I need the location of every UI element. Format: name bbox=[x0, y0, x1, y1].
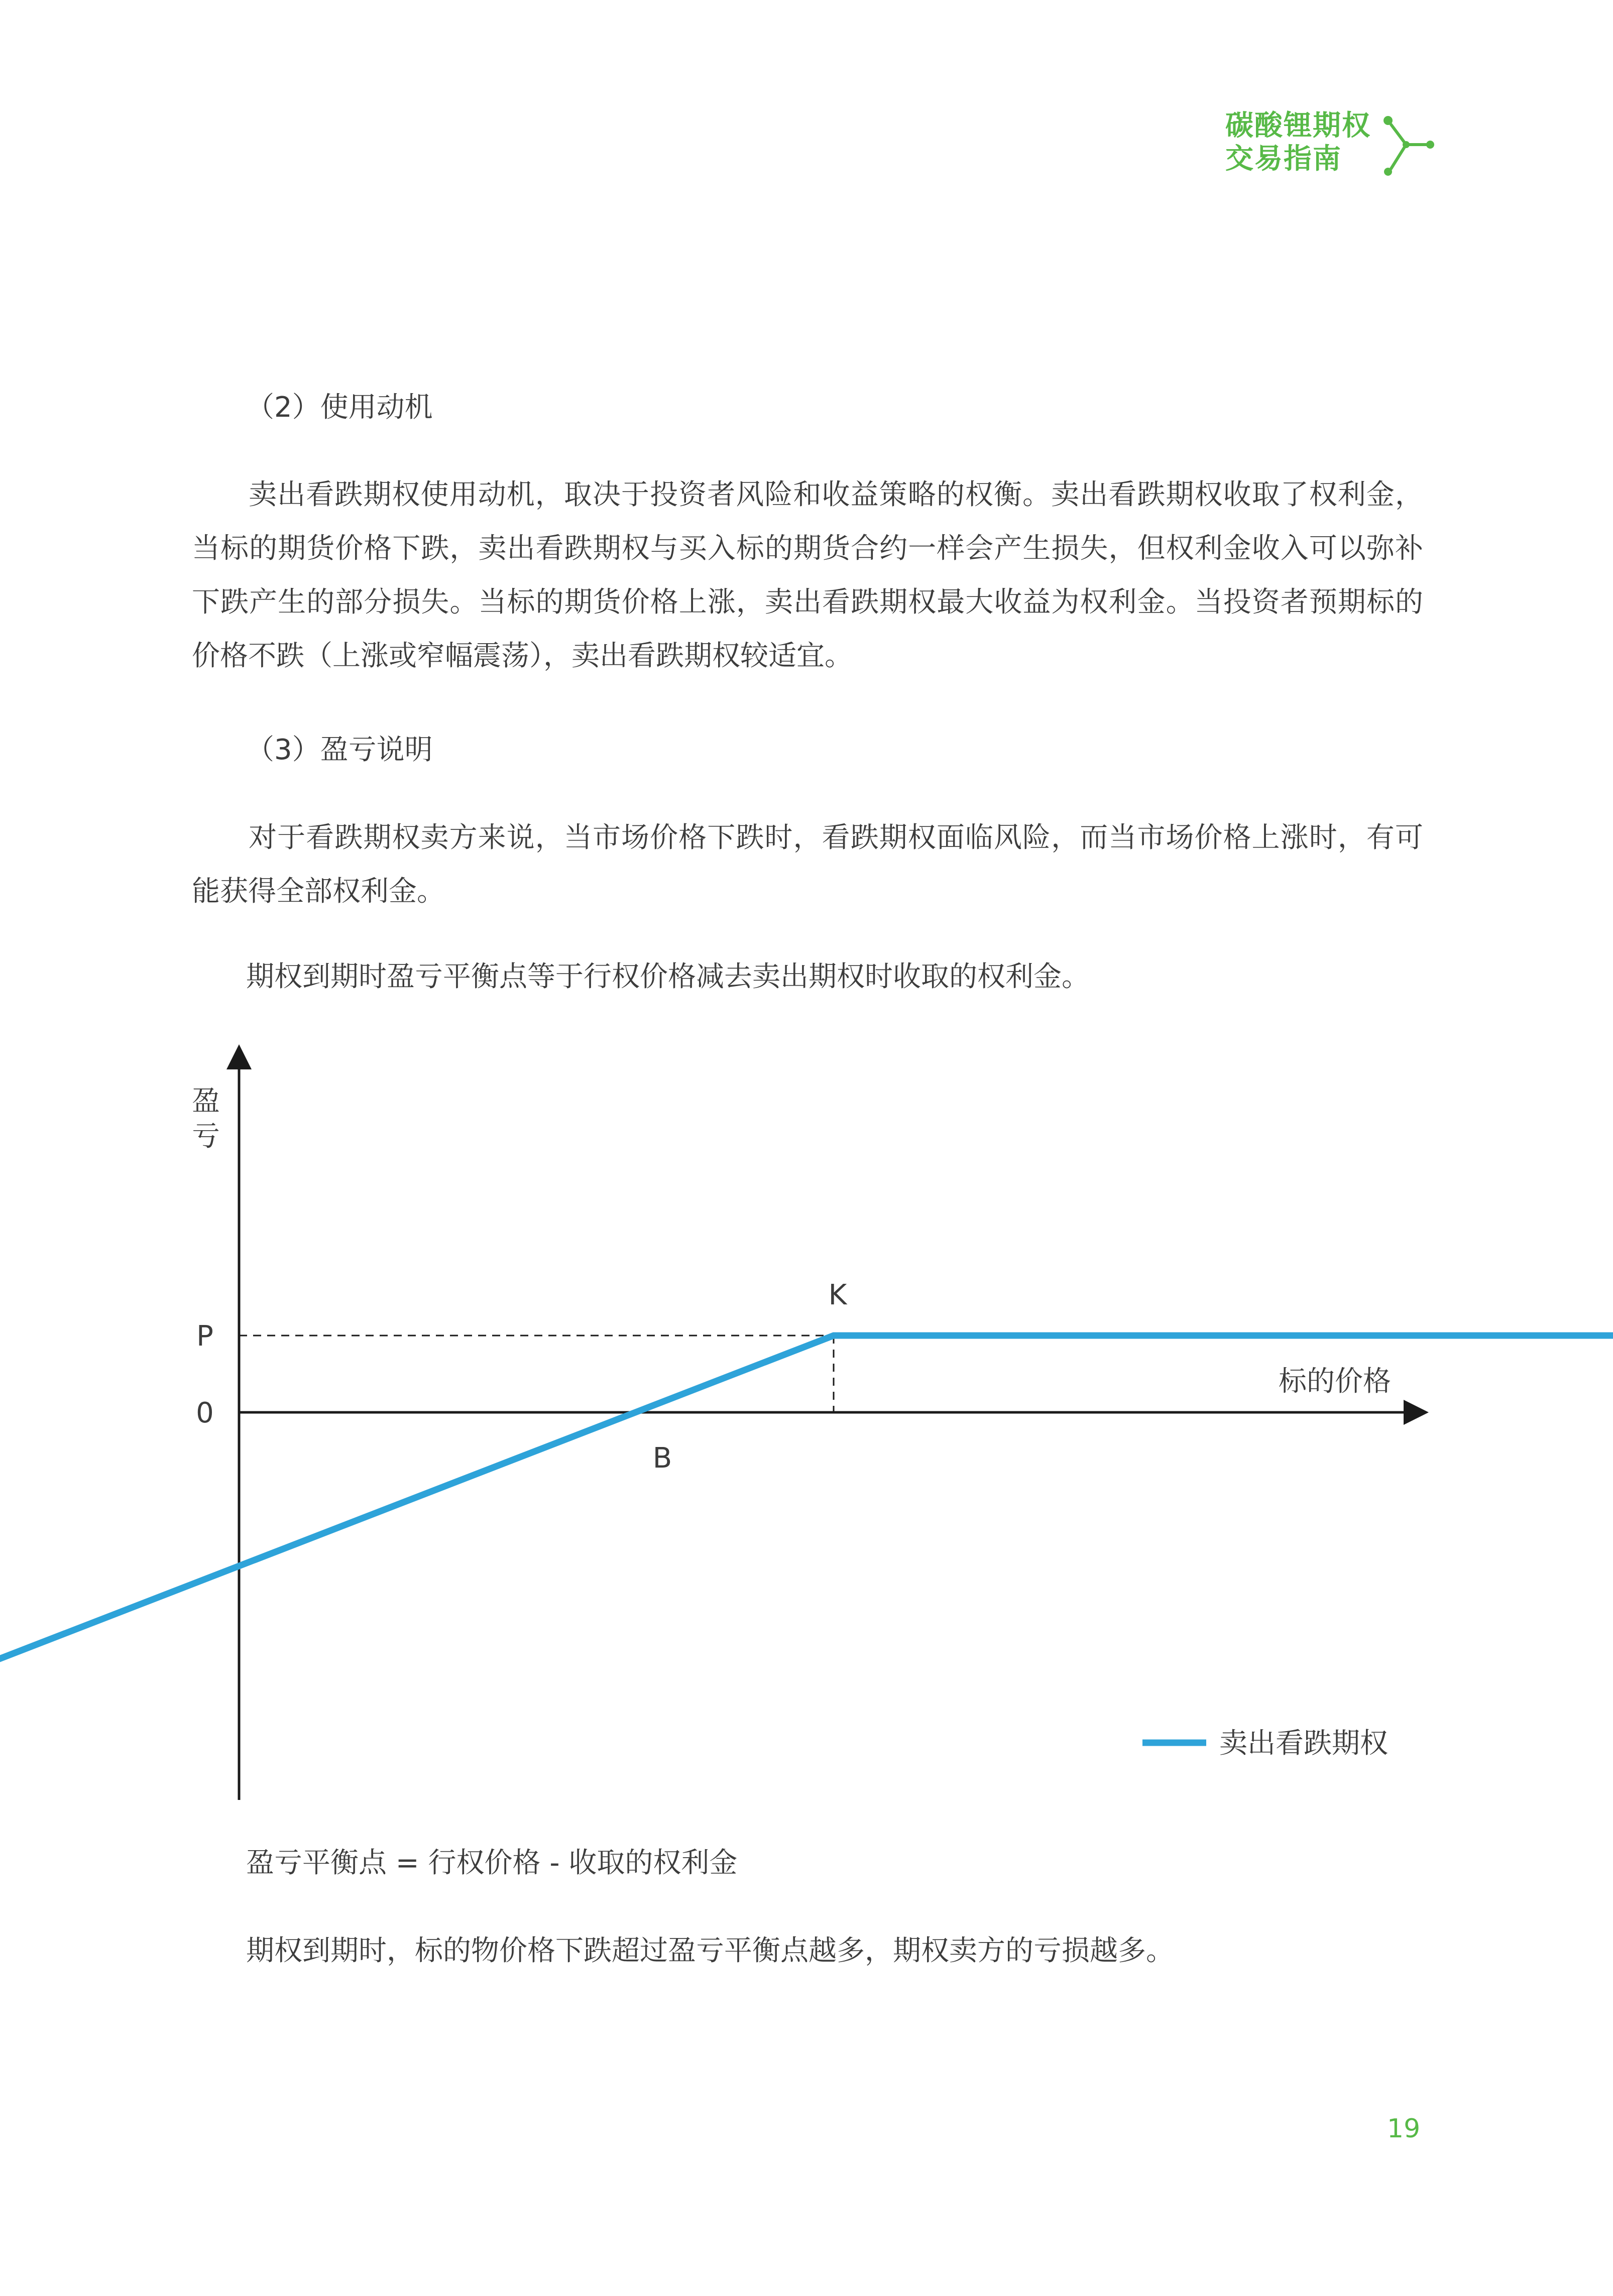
section-2-heading: （2）使用动机 bbox=[246, 391, 433, 424]
point-label-k: K bbox=[828, 1279, 847, 1311]
section-3-heading: （3）盈亏说明 bbox=[246, 734, 433, 766]
legend-label: 卖出看跌期权 bbox=[1219, 1727, 1388, 1760]
title-line-2: 交易指南 bbox=[1225, 143, 1342, 175]
y-tick-p: P bbox=[196, 1320, 213, 1353]
y-axis-label-char-2: 亏 bbox=[192, 1120, 220, 1153]
section-3-paragraph-1-text: 对于看跌期权卖方来说，当市场价格下跌时，看跌期权面临风险，而当市场价格上涨时，有可能获得全部权利金。 bbox=[192, 821, 1423, 908]
closing-paragraph: 期权到期时，标的物价格下跌超过盈亏平衡点越多，期权卖方的亏损越多。 bbox=[246, 1935, 1174, 1967]
page-number: 19 bbox=[1387, 2114, 1421, 2144]
y-axis-label-char-1: 盈 bbox=[192, 1085, 220, 1118]
title-line-1: 碳酸锂期权 bbox=[1225, 109, 1371, 142]
point-label-b: B bbox=[652, 1442, 672, 1475]
breakeven-formula: 盈亏平衡点 = 行权价格 - 收取的权利金 bbox=[246, 1847, 738, 1879]
x-axis-label: 标的价格 bbox=[1279, 1365, 1391, 1398]
section-3-paragraph-2: 期权到期时盈亏平衡点等于行权价格减去卖出期权时收取的权利金。 bbox=[246, 960, 1090, 993]
section-2-paragraph-text: 卖出看跌期权使用动机，取决于投资者风险和收益策略的权衡。卖出看跌期权收取了权利金，当标的期货价格下跌，卖出看跌期权与买入标的期货合约一样会产生损失，但权利金收入可以弥补下跌产生的部分损失。当标的期货价格上涨，卖出看跌期权最大收益为权利金。当投资者预期标的价格不跌（上涨或窄幅震荡），卖出看跌期权较适宜。 bbox=[192, 478, 1423, 672]
y-tick-0: 0 bbox=[196, 1397, 214, 1429]
